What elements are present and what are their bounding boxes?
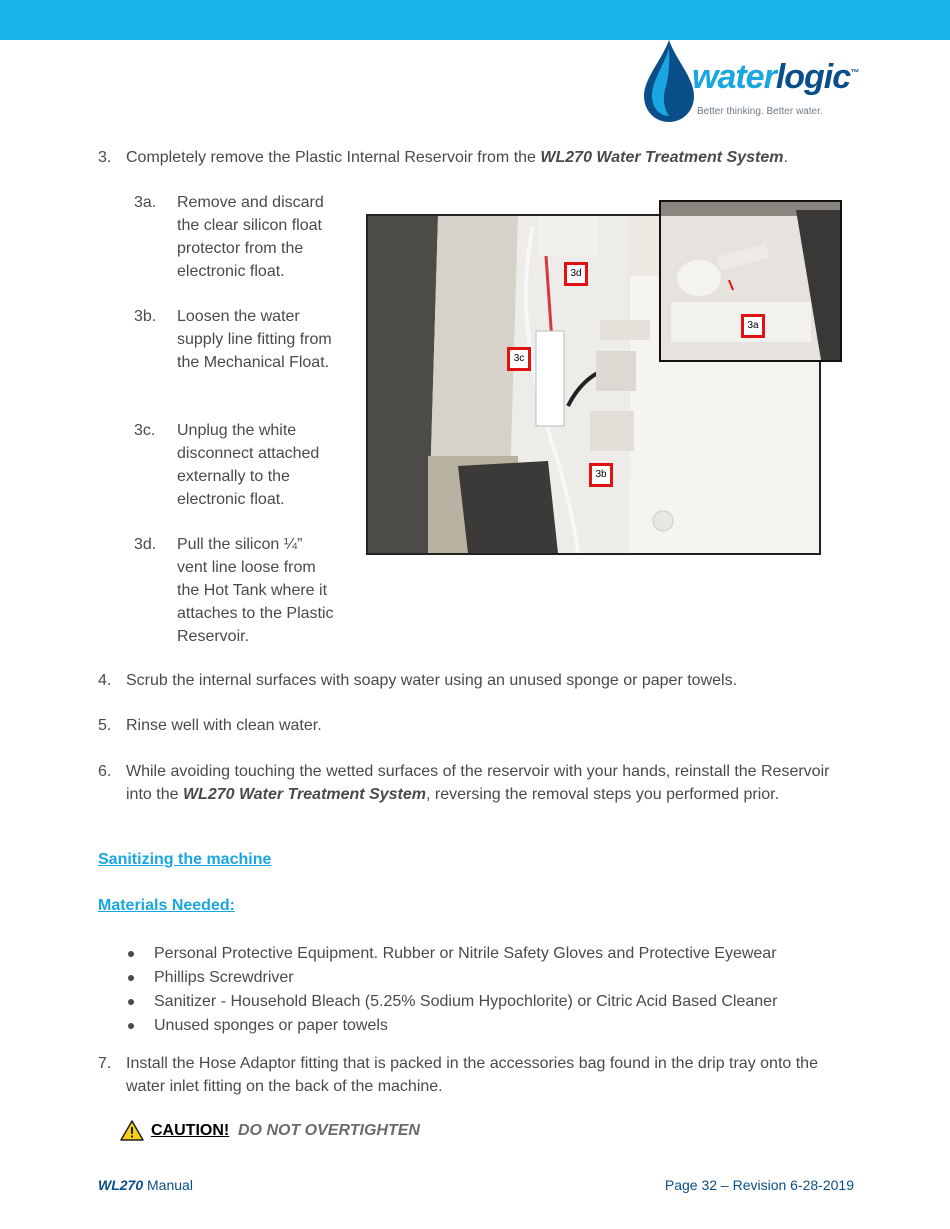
step-text: Completely remove the Plastic Internal Reservoir from the WL270 Water Treatment System. — [126, 149, 788, 166]
substep-number: 3c. — [134, 422, 156, 439]
step-4 — [98, 669, 858, 692]
logo-tagline: Better thinking. Better water. — [697, 106, 823, 117]
step-3 — [98, 146, 858, 169]
product-name: WL270 Water Treatment System — [540, 149, 784, 166]
callout-3b: 3b — [589, 463, 613, 487]
header-bar — [0, 0, 950, 40]
water-drop-icon — [640, 38, 698, 124]
substep-number: 3b. — [134, 308, 157, 325]
footer-page: Page 32 – Revision 6-28-2019 — [664, 1177, 854, 1193]
materials-heading: Materials Needed: — [98, 897, 235, 914]
list-item: Personal Protective Equipment. Rubber or Nitrile Safety Gloves and Protective Eyewear — [128, 942, 868, 966]
callout-3c: 3c — [507, 347, 531, 371]
substep-3d — [134, 533, 334, 648]
callout-3d: 3d — [564, 262, 588, 286]
step-text: Rinse well with clean water. — [126, 717, 322, 734]
bullet-icon — [128, 999, 134, 1005]
list-item: Sanitizer - Household Bleach (5.25% Sodium Hypochlorite) or Citric Acid Based Cleaner — [128, 990, 868, 1014]
logo-wordmark: waterlogic™ — [692, 58, 859, 96]
substep-number: 3a. — [134, 194, 157, 211]
callout-3a: 3a — [741, 314, 765, 338]
section-heading: Sanitizing the machine — [98, 851, 272, 868]
footer-manual: WL270 Manual — [98, 1177, 193, 1193]
step-number: 5. — [98, 717, 112, 734]
step-text: Scrub the internal surfaces with soapy water using an unused sponge or paper towels. — [126, 672, 738, 689]
step-7 — [98, 1052, 858, 1098]
caution-label: CAUTION! — [151, 1122, 230, 1139]
product-name: WL270 Water Treatment System — [182, 786, 426, 803]
waterlogic-logo — [640, 38, 860, 124]
step-text: While avoiding touching the wetted surfaces of the reservoir with your hands, reinstall the Reservoir into the WL270 Water Treatment System, reversing the removal steps you performed prior. — [126, 763, 830, 803]
substep-number: 3d. — [134, 536, 157, 553]
bullet-icon — [128, 1023, 134, 1029]
warning-triangle-icon — [120, 1120, 144, 1141]
substep-text: Loosen the water supply line fitting from the Mechanical Float. — [177, 308, 332, 371]
step-number: 7. — [98, 1055, 112, 1072]
substep-3c — [134, 419, 334, 511]
step-number: 3. — [98, 149, 112, 166]
step-5 — [98, 714, 858, 737]
substep-3a — [134, 191, 334, 283]
caution-message: DO NOT OVERTIGHTEN — [238, 1122, 420, 1139]
substep-text: Remove and discard the clear silicon float protector from the electronic float. — [177, 194, 324, 280]
step-number: 4. — [98, 672, 112, 689]
bullet-icon — [128, 951, 134, 957]
substep-3b — [134, 305, 334, 374]
materials-list — [128, 942, 868, 1038]
substep-text: Unplug the white disconnect attached externally to the electronic float. — [177, 422, 320, 508]
step-6 — [98, 760, 858, 806]
substep-text: Pull the silicon ¼” vent line loose from the Hot Tank where it attaches to the Plastic Reservoir. — [177, 536, 334, 645]
step-text: Install the Hose Adaptor fitting that is packed in the accessories bag found in the drip tray onto the water inlet fitting on the back of the machine. — [126, 1055, 818, 1095]
list-item: Phillips Screwdriver — [128, 966, 868, 990]
step-number: 6. — [98, 763, 112, 780]
bullet-icon — [128, 975, 134, 981]
list-item: Unused sponges or paper towels — [128, 1014, 868, 1038]
